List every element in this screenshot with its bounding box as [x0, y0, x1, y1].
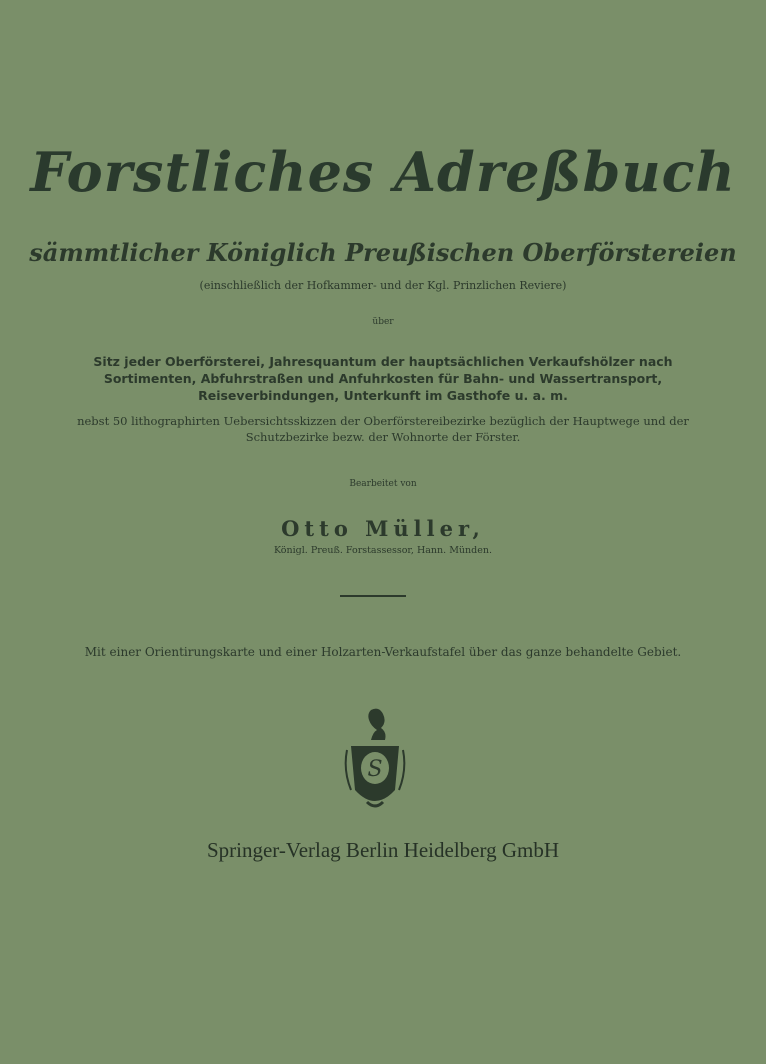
book-title: Forstliches Adreßbuch — [30, 140, 736, 204]
edited-by-label: Bearbeitet von — [349, 479, 417, 489]
publisher-emblem-icon — [343, 706, 407, 818]
parenthetical-note: (einschließlich der Hofkammer- und der Kgl. Prinzlichen Reviere) — [199, 279, 567, 292]
contents-line: Reiseverbindungen, Unterkunft im Gasthofe u. a. m. — [198, 388, 568, 403]
map-note: Mit einer Orientirungskarte und einer Holzarten-Verkaufstafel über das ganze behandelte Gebiet. — [84, 645, 682, 659]
author-name: Otto Müller, — [281, 516, 485, 541]
contents-line: Sitz jeder Oberförsterei, Jahresquantum der hauptsächlichen Verkaufshölzer nach — [93, 354, 673, 369]
supplement-line: Schutzbezirke bezw. der Wohnorte der Förster. — [245, 430, 521, 444]
svg-text:S: S — [367, 757, 383, 782]
book-subtitle: sämmtlicher Königlich Preußischen Oberförstereien — [29, 238, 737, 267]
over-label: über — [372, 317, 394, 327]
contents-line: Sortimenten, Abfuhrstraßen und Anfuhrkosten für Bahn- und Wassertransport, — [103, 371, 663, 386]
author-affiliation: Königl. Preuß. Forstassessor, Hann. Münden. — [273, 545, 493, 556]
supplement-line: nebst 50 lithographirten Uebersichtsskizzen der Oberförstereibezirke bezüglich der Hauptwege und der — [77, 414, 689, 428]
divider — [340, 595, 406, 597]
publisher-name: Springer-Verlag Berlin Heidelberg GmbH — [206, 838, 560, 862]
